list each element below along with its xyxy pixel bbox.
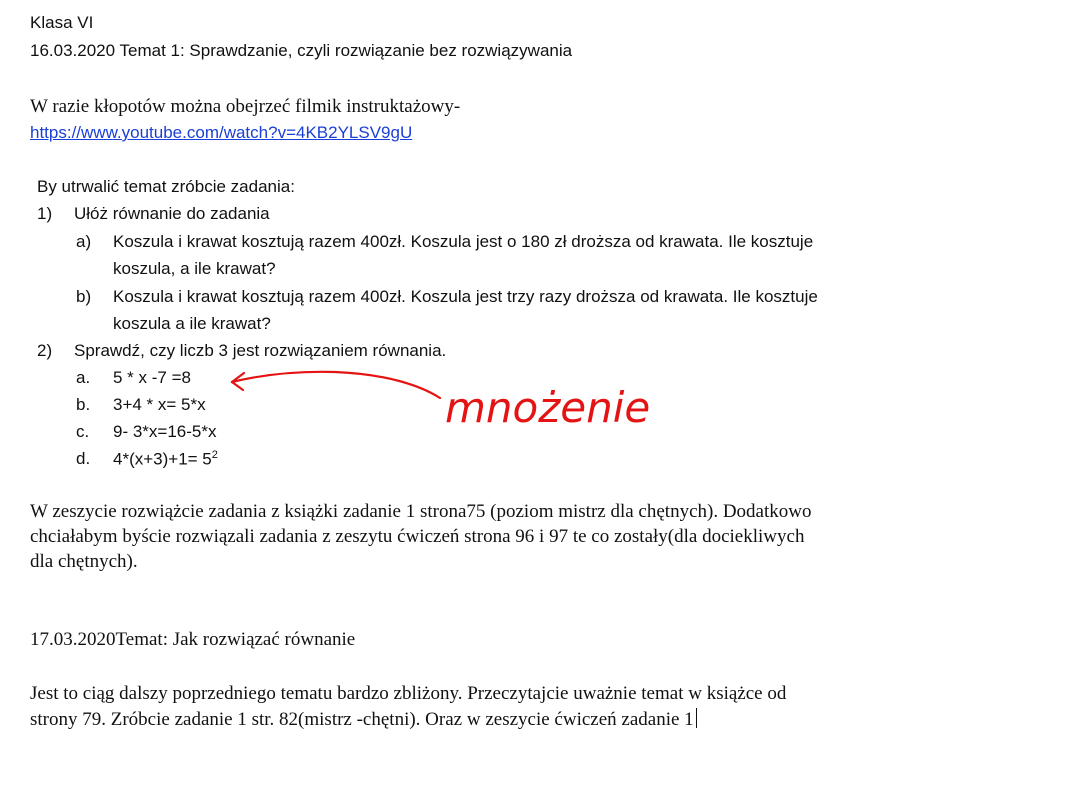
homework-line-1: W zeszycie rozwiążcie zadania z książki zadanie 1 strona75 (poziom mistrz dla chętnych). Dodatkowo bbox=[30, 501, 812, 522]
annotation-word: mnożenie bbox=[445, 383, 651, 432]
task-2b-letter: b. bbox=[76, 395, 91, 414]
topic-1-title: 16.03.2020 Temat 1: Sprawdzanie, czyli rozwiązanie bez rozwiązywania bbox=[30, 41, 573, 60]
video-intro-text: W razie kłopotów można obejrzeć filmik instruktażowy- bbox=[30, 96, 461, 117]
topic-2-title: 17.03.2020Temat: Jak rozwiązać równanie bbox=[30, 629, 356, 650]
task-2-text: Sprawdź, czy liczb 3 jest rozwiązaniem równania. bbox=[74, 341, 447, 360]
task-2a-letter: a. bbox=[76, 368, 91, 387]
topic-2-line-2-text: strony 79. Zróbcie zadanie 1 str. 82(mistrz -chętni). Oraz w zeszycie ćwiczeń zadanie 1 bbox=[30, 709, 694, 730]
topic-2-line-2[interactable] bbox=[30, 708, 697, 731]
topic-2-line-1: Jest to ciąg dalszy poprzedniego tematu bardzo zbliżony. Przeczytajcie uważnie temat w książce od bbox=[30, 683, 787, 704]
task-1b-line-2: koszula a ile krawat? bbox=[113, 314, 271, 333]
homework-line-2: chciałabym byście rozwiązali zadania z zeszytu ćwiczeń strona 96 i 97 te co zostały(dla dociekliwych bbox=[30, 526, 805, 547]
task-1a-line-2: koszula, a ile krawat? bbox=[113, 259, 276, 278]
tasks-lead: By utrwalić temat zróbcie zadania: bbox=[37, 177, 295, 196]
task-2a-equation: 5 * x -7 =8 bbox=[113, 368, 191, 387]
annotation-arrow bbox=[232, 372, 440, 398]
task-1a-line-1: Koszula i krawat kosztują razem 400zł. Koszula jest o 180 zł droższa od krawata. Ile kosztuje bbox=[113, 232, 814, 251]
task-1b-letter: b) bbox=[76, 287, 92, 306]
task-1a-letter: a) bbox=[76, 232, 92, 251]
task-2b-equation: 3+4 * x= 5*x bbox=[113, 395, 206, 414]
class-label: Klasa VI bbox=[30, 13, 94, 32]
task-2d-letter: d. bbox=[76, 449, 91, 468]
text-cursor bbox=[696, 708, 697, 728]
homework-line-3: dla chętnych). bbox=[30, 551, 138, 572]
task-1b-line-1: Koszula i krawat kosztują razem 400zł. Koszula jest trzy razy droższa od krawata. Ile kosztuje bbox=[113, 287, 818, 306]
task-2c-equation: 9- 3*x=16-5*x bbox=[113, 422, 217, 441]
task-2d-equation-base: 4*(x+3)+1= 5 bbox=[113, 449, 212, 469]
task-2c-letter: c. bbox=[76, 422, 90, 441]
task-1-number: 1) bbox=[37, 204, 53, 223]
task-2-number: 2) bbox=[37, 341, 53, 360]
video-link[interactable]: https://www.youtube.com/watch?v=4KB2YLSV9gU bbox=[30, 123, 413, 142]
task-1-text: Ułóż równanie do zadania bbox=[74, 204, 270, 223]
task-2d-exponent: 2 bbox=[211, 449, 218, 461]
